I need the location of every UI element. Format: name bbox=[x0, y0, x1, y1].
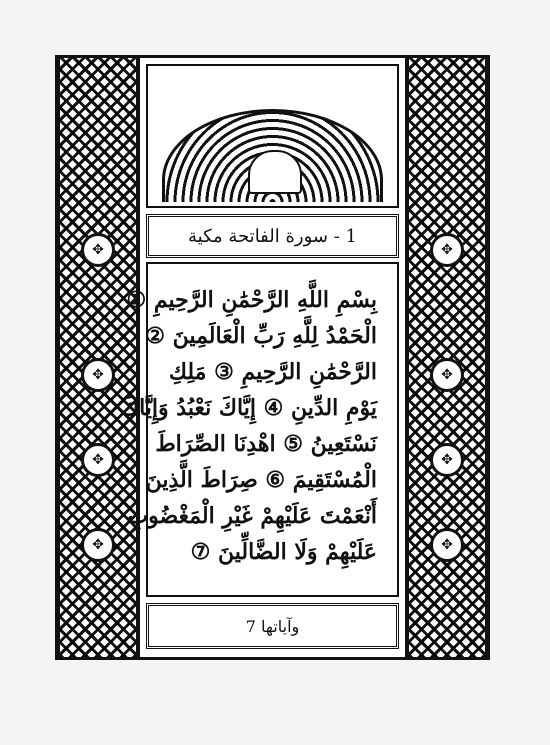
verse-line: بِسْمِ اللَّهِ الرَّحْمَٰنِ الرَّحِيمِ ① bbox=[126, 287, 377, 313]
verse-text-box bbox=[120, 262, 399, 597]
rosette-icon: ✥ bbox=[81, 528, 115, 562]
verse-line: الرَّحْمَٰنِ الرَّحِيمِ ③ مَلِكِ bbox=[168, 359, 377, 385]
rosette-icon: ✥ bbox=[430, 528, 464, 562]
verse-count-label: وآياتها 7 bbox=[245, 616, 300, 636]
verse-count-box bbox=[146, 603, 399, 649]
rosette-icon: ✥ bbox=[430, 233, 464, 267]
rosette-icon: ✥ bbox=[81, 443, 115, 477]
verse-line: عَلَيْهِمْ وَلَا الضَّالِّينَ ⑦ bbox=[190, 539, 377, 565]
surah-title-box bbox=[146, 214, 399, 258]
verse-line: أَنْعَمْتَ عَلَيْهِمْ غَيْرِ الْمَغْضُوبِ bbox=[127, 503, 377, 529]
rosette-icon: ✥ bbox=[430, 358, 464, 392]
arch-medallion bbox=[248, 150, 302, 194]
verse-line: الْمُسْتَقِيمَ ⑥ صِرَاطَ الَّذِينَ bbox=[145, 467, 377, 493]
center-column bbox=[120, 58, 407, 657]
mushaf-page bbox=[55, 55, 490, 660]
arch-ornament bbox=[162, 109, 383, 202]
rosette-icon: ✥ bbox=[430, 443, 464, 477]
verse-line: نَسْتَعِينُ ⑤ اهْدِنَا الصِّرَاطَ bbox=[155, 431, 377, 457]
surah-title: 1 - سورة الفاتحة مكية bbox=[188, 225, 357, 247]
left-ornamental-border bbox=[58, 58, 138, 657]
arch-ornament-panel bbox=[146, 64, 399, 208]
verse-line: يَوْمِ الدِّينِ ④ إِيَّاكَ نَعْبُدُ وَإِيَّاكَ bbox=[120, 395, 377, 421]
rosette-icon: ✥ bbox=[81, 233, 115, 267]
right-ornamental-border bbox=[407, 58, 487, 657]
verse-line: الْحَمْدُ لِلَّهِ رَبِّ الْعَالَمِينَ ② bbox=[145, 323, 377, 349]
rosette-icon: ✥ bbox=[81, 358, 115, 392]
